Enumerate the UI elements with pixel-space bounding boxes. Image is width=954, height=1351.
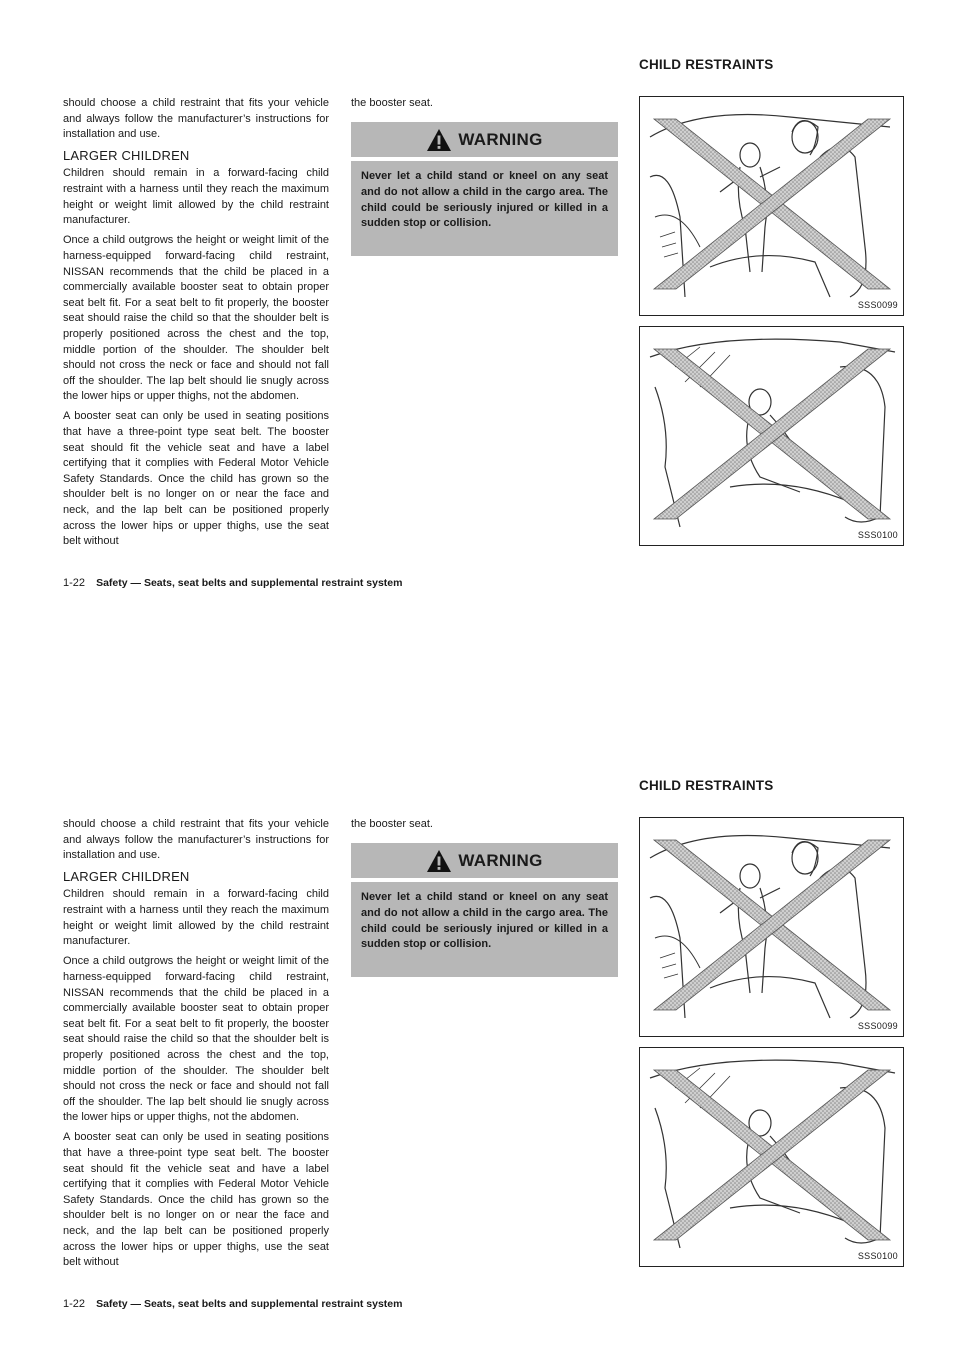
figure-child-kneeling bbox=[639, 326, 904, 546]
paragraph-3: Once a child outgrows the height or weight limit of the harness-equipped forward-facing child restraint, NISSAN recommends that the child be placed in a commercially available booster seat to obtain proper seat belt fit. For a seat belt to fit properly, the booster seat should raise the child so that the shoulder belt is properly positioned across the chest and the top, middle portion of the shoulder. The shoulder belt should not cross the neck or face and should not fall off the shoulder. The lap belt should lie snugly across the lower hips or upper thighs, not the abdomen. bbox=[63, 955, 329, 1124]
child-standing-in-car-crossed-out-illustration bbox=[640, 97, 904, 316]
page-number: 1-22 bbox=[63, 1298, 86, 1310]
paragraph-1: should choose a child restraint that fits your vehicle and always follow the manufacturer’s instructions for installation and use. bbox=[63, 818, 329, 862]
body-column-1 bbox=[63, 817, 329, 1275]
paragraph-2: Children should remain in a forward-facing child restraint with a harness until they reach the maximum height or weight limit allowed by the child restraint manufacturer. bbox=[63, 888, 329, 948]
warning-triangle-icon bbox=[426, 128, 452, 152]
section-title: CHILD RESTRAINTS bbox=[639, 778, 774, 793]
body-column-2 bbox=[351, 96, 618, 112]
page-number: 1-22 bbox=[63, 577, 86, 589]
figure-code: SSS0099 bbox=[857, 300, 898, 310]
warning-header bbox=[351, 122, 618, 157]
subheading-larger-children: LARGER CHILDREN bbox=[63, 148, 190, 164]
figure-code: SSS0100 bbox=[857, 530, 898, 540]
footer-title: Safety — Seats, seat belts and supplemental restraint system bbox=[96, 577, 403, 589]
warning-body: Never let a child stand or kneel on any seat and do not allow a child in the cargo area. The child could be seriously injured or killed in a sudden stop or collision. bbox=[351, 161, 618, 256]
manual-page-2 bbox=[0, 721, 954, 1341]
paragraph-1: should choose a child restraint that fits your vehicle and always follow the manufacturer’s instructions for installation and use. bbox=[63, 97, 329, 141]
warning-label: WARNING bbox=[458, 850, 543, 870]
figure-child-standing bbox=[639, 817, 904, 1037]
figure-code: SSS0099 bbox=[857, 1021, 898, 1031]
paragraph-4: A booster seat can only be used in seating positions that have a three-point type seat belt. The booster seat should fit the vehicle seat and have a label certifying that it complies with Federal Motor Vehicle Safety Standards. Once the child has grown so the shoulder belt is no longer on or near the face and neck, and the lap belt can be positioned properly across the lower hips or upper thighs, use the seat belt without bbox=[63, 410, 329, 548]
warning-header bbox=[351, 843, 618, 878]
paragraph-2: Children should remain in a forward-facing child restraint with a harness until they reach the maximum height or weight limit allowed by the child restraint manufacturer. bbox=[63, 167, 329, 227]
child-kneeling-on-seat-crossed-out-illustration bbox=[640, 327, 904, 546]
continuation-text: the booster seat. bbox=[351, 97, 433, 109]
child-standing-in-car-crossed-out-illustration bbox=[640, 818, 904, 1037]
page-footer bbox=[63, 577, 402, 589]
section-title: CHILD RESTRAINTS bbox=[639, 57, 774, 72]
body-column-2 bbox=[351, 817, 618, 833]
body-column-1 bbox=[63, 96, 329, 554]
continuation-text: the booster seat. bbox=[351, 818, 433, 830]
warning-label: WARNING bbox=[458, 129, 543, 149]
warning-body: Never let a child stand or kneel on any seat and do not allow a child in the cargo area. The child could be seriously injured or killed in a sudden stop or collision. bbox=[351, 882, 618, 977]
figure-code: SSS0100 bbox=[857, 1251, 898, 1261]
footer-title: Safety — Seats, seat belts and supplemental restraint system bbox=[96, 1298, 403, 1310]
figure-child-kneeling bbox=[639, 1047, 904, 1267]
paragraph-3: Once a child outgrows the height or weight limit of the harness-equipped forward-facing child restraint, NISSAN recommends that the child be placed in a commercially available booster seat to obtain proper seat belt fit. For a seat belt to fit properly, the booster seat should raise the child so that the shoulder belt is properly positioned across the chest and the top, middle portion of the shoulder. The shoulder belt should not cross the neck or face and should not fall off the shoulder. The lap belt should lie snugly across the lower hips or upper thighs, not the abdomen. bbox=[63, 234, 329, 403]
page-footer bbox=[63, 1298, 402, 1310]
child-kneeling-on-seat-crossed-out-illustration bbox=[640, 1048, 904, 1267]
paragraph-4: A booster seat can only be used in seating positions that have a three-point type seat belt. The booster seat should fit the vehicle seat and have a label certifying that it complies with Federal Motor Vehicle Safety Standards. Once the child has grown so the shoulder belt is no longer on or near the face and neck, and the lap belt can be positioned properly across the lower hips or upper thighs, use the seat belt without bbox=[63, 1131, 329, 1269]
manual-page-1 bbox=[0, 0, 954, 620]
subheading-larger-children: LARGER CHILDREN bbox=[63, 869, 190, 885]
warning-triangle-icon bbox=[426, 849, 452, 873]
figure-child-standing bbox=[639, 96, 904, 316]
